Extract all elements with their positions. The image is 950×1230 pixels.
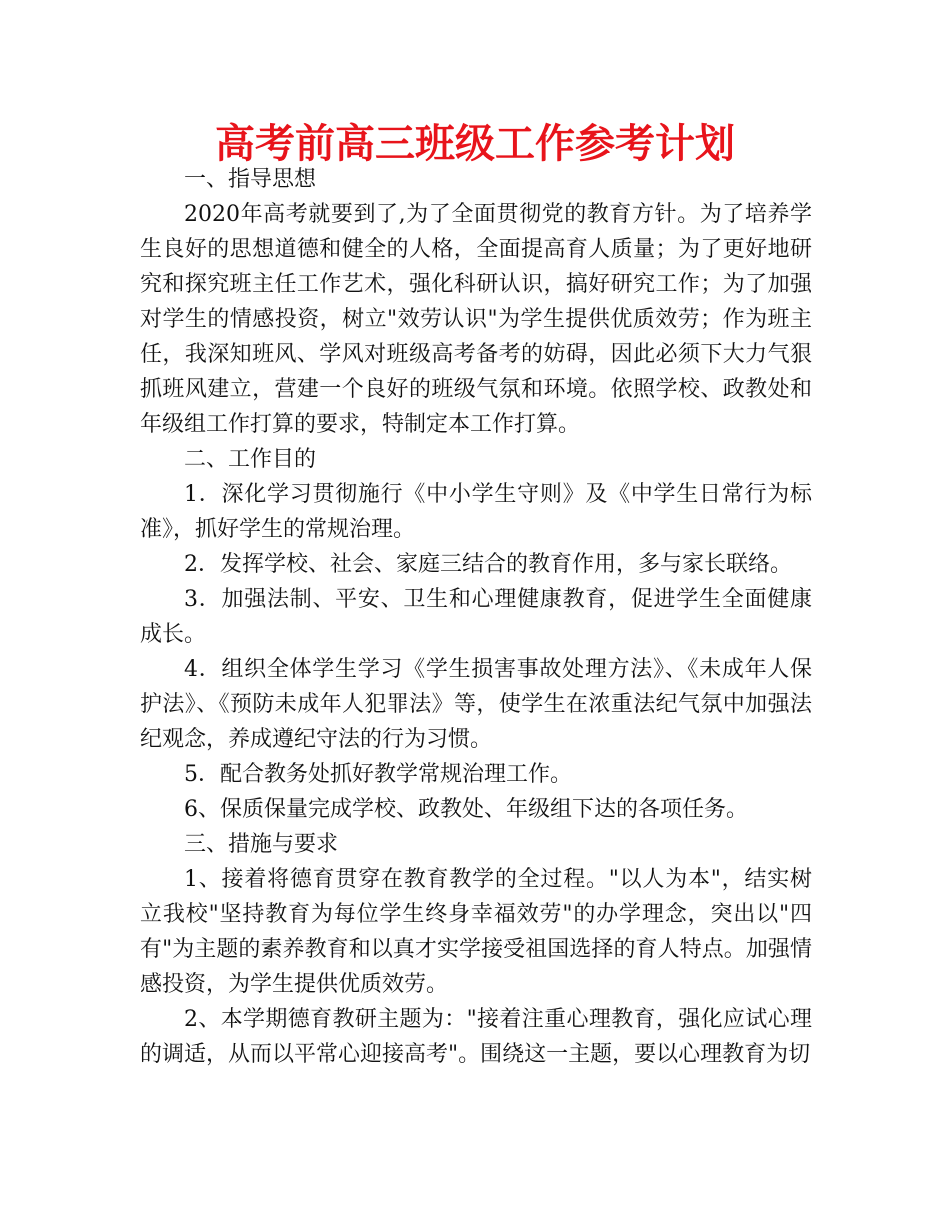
goal-item-5: 5．配合教务处抓好教学常规治理工作。 <box>184 762 572 787</box>
document-body <box>140 162 812 1072</box>
goal-item-6: 6、保质保量完成学校、政教处、年级组下达的各项任务。 <box>184 797 748 822</box>
section-heading-guiding-ideology: 一、指导思想 <box>184 167 317 192</box>
paragraph-guiding-ideology: 2020年高考就要到了,为了全面贯彻党的教育方针。为了培养学生良好的思想道德和健全的人格，全面提高育人质量；为了更好地研究和探究班主任工作艺术，强化科研认识，搞好研究工作；为了加强对学生的情感投资，树立"效劳认识"为学生提供优质效劳；作为班主任，我深知班风、学风对班级高考备考的妨碍，因此必须下大力气狠抓班风建立，营建一个良好的班级气氛和环境。依照学校、政教处和年级组工作打算的要求，特制定本工作打算。 <box>140 202 812 437</box>
section-heading-measures: 三、措施与要求 <box>184 832 339 857</box>
goal-item-2: 2．发挥学校、社会、家庭三结合的教育作用，多与家长联络。 <box>184 552 792 577</box>
goal-item-3: 3．加强法制、平安、卫生和心理健康教育，促进学生全面健康成长。 <box>140 587 812 647</box>
section-heading-work-goals: 二、工作目的 <box>184 447 317 472</box>
goal-item-4: 4．组织全体学生学习《学生损害事故处理方法》、《未成年人保护法》、《预防未成年人犯罪法》等，使学生在浓重法纪气氛中加强法纪观念，养成遵纪守法的行为习惯。 <box>140 657 812 752</box>
goal-item-1: 1．深化学习贯彻施行《中小学生守则》及《中学生日常行为标准》，抓好学生的常规治理。 <box>140 482 812 542</box>
document-title: 高考前高三班级工作参考计划 <box>215 121 735 167</box>
measure-item-1: 1、接着将德育贯穿在教育教学的全过程。"以人为本"，结实树立我校"坚持教育为每位学生终身幸福效劳"的办学理念，突出以"四有"为主题的素养教育和以真才实学接受祖国选择的育人特点。加强情感投资，为学生提供优质效劳。 <box>140 867 812 997</box>
measure-item-2: 2、本学期德育教研主题为："接着注重心理教育，强化应试心理的调适，从而以平常心迎接高考"。围绕这一主题，要以心理教育为切 <box>140 1007 812 1067</box>
